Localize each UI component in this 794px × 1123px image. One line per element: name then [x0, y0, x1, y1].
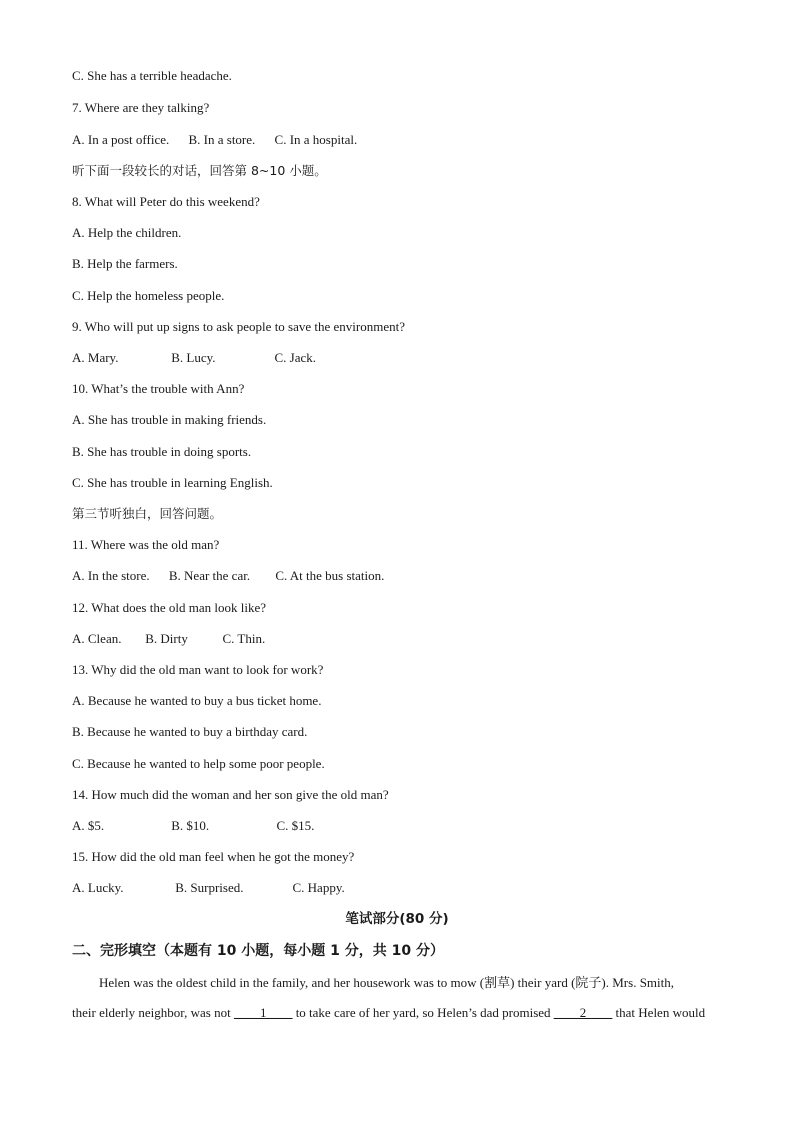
option-7c: C. In a hospital.: [274, 132, 358, 147]
question-11: 11. Where was the old man?: [72, 537, 220, 552]
option-8c: C. Help the homeless people.: [72, 288, 225, 303]
options-9: [72, 350, 316, 366]
option-13b: B. Because he wanted to buy a birthday card.: [72, 724, 308, 739]
question-9: 9. Who will put up signs to ask people to save the environment?: [72, 319, 406, 334]
option-9c: C. Jack.: [274, 350, 317, 365]
directions-8-10: 听下面一段较长的对话，回答第 8~10 小题。: [72, 163, 327, 178]
blank-2: ____2____: [553, 1005, 613, 1020]
section-2-title: 二、完形填空（本题有 10 小题，每小题 1 分，共 10 分）: [72, 943, 444, 959]
option-14a: A. $5.: [72, 818, 105, 833]
option-10b: B. She has trouble in doing sports.: [72, 444, 252, 459]
option-7a: A. In a post office.: [72, 132, 170, 147]
directions-section-3: 第三节听独白，回答问题。: [72, 506, 223, 521]
passage-line-2: [72, 1005, 723, 1021]
option-15c: C. Happy.: [292, 880, 345, 895]
option-12a: A. Clean.: [72, 631, 122, 646]
question-7: 7. Where are they talking?: [72, 100, 210, 115]
option-7b: B. In a store.: [188, 132, 256, 147]
options-14: [72, 818, 314, 834]
option-11c: C. At the bus station.: [275, 568, 385, 583]
question-10: 10. What’s the trouble with Ann?: [72, 381, 245, 396]
option-13c: C. Because he wanted to help some poor people.: [72, 756, 325, 771]
blank-1: ____1____: [233, 1005, 293, 1020]
passage-text: their elderly neighbor, was not: [72, 1005, 234, 1020]
options-12: [72, 631, 265, 647]
question-14: 14. How much did the woman and her son give the old man?: [72, 787, 389, 802]
option-12c: C. Thin.: [222, 631, 266, 646]
passage-line-1: Helen was the oldest child in the family, and her housework was to mow (割草) their yard (院子). Mrs. Smith,: [99, 975, 675, 990]
option-9b: B. Lucy.: [171, 350, 216, 365]
option-13a: A. Because he wanted to buy a bus ticket home.: [72, 693, 322, 708]
option-6c: C. She has a terrible headache.: [72, 68, 232, 83]
question-8: 8. What will Peter do this weekend?: [72, 194, 260, 209]
option-11b: B. Near the car.: [168, 568, 251, 583]
passage-text: that Helen would: [612, 1005, 706, 1020]
options-15: [72, 880, 345, 896]
option-15a: A. Lucky.: [72, 880, 124, 895]
option-15b: B. Surprised.: [175, 880, 244, 895]
question-13: 13. Why did the old man want to look for work?: [72, 662, 324, 677]
option-10a: A. She has trouble in making friends.: [72, 412, 267, 427]
option-9a: A. Mary.: [72, 350, 119, 365]
options-7: [72, 132, 357, 148]
option-10c: C. She has trouble in learning English.: [72, 475, 273, 490]
question-15: 15. How did the old man feel when he got the money?: [72, 849, 355, 864]
question-12: 12. What does the old man look like?: [72, 600, 266, 615]
option-8a: A. Help the children.: [72, 225, 182, 240]
options-11: [72, 568, 384, 584]
written-part-title: 笔试部分(80 分): [345, 911, 449, 927]
option-8b: B. Help the farmers.: [72, 256, 178, 271]
option-12b: B. Dirty: [145, 631, 188, 646]
option-11a: A. In the store.: [72, 568, 150, 583]
option-14b: B. $10.: [171, 818, 210, 833]
passage-text: to take care of her yard, so Helen’s dad promised: [292, 1005, 554, 1020]
option-14c: C. $15.: [276, 818, 315, 833]
